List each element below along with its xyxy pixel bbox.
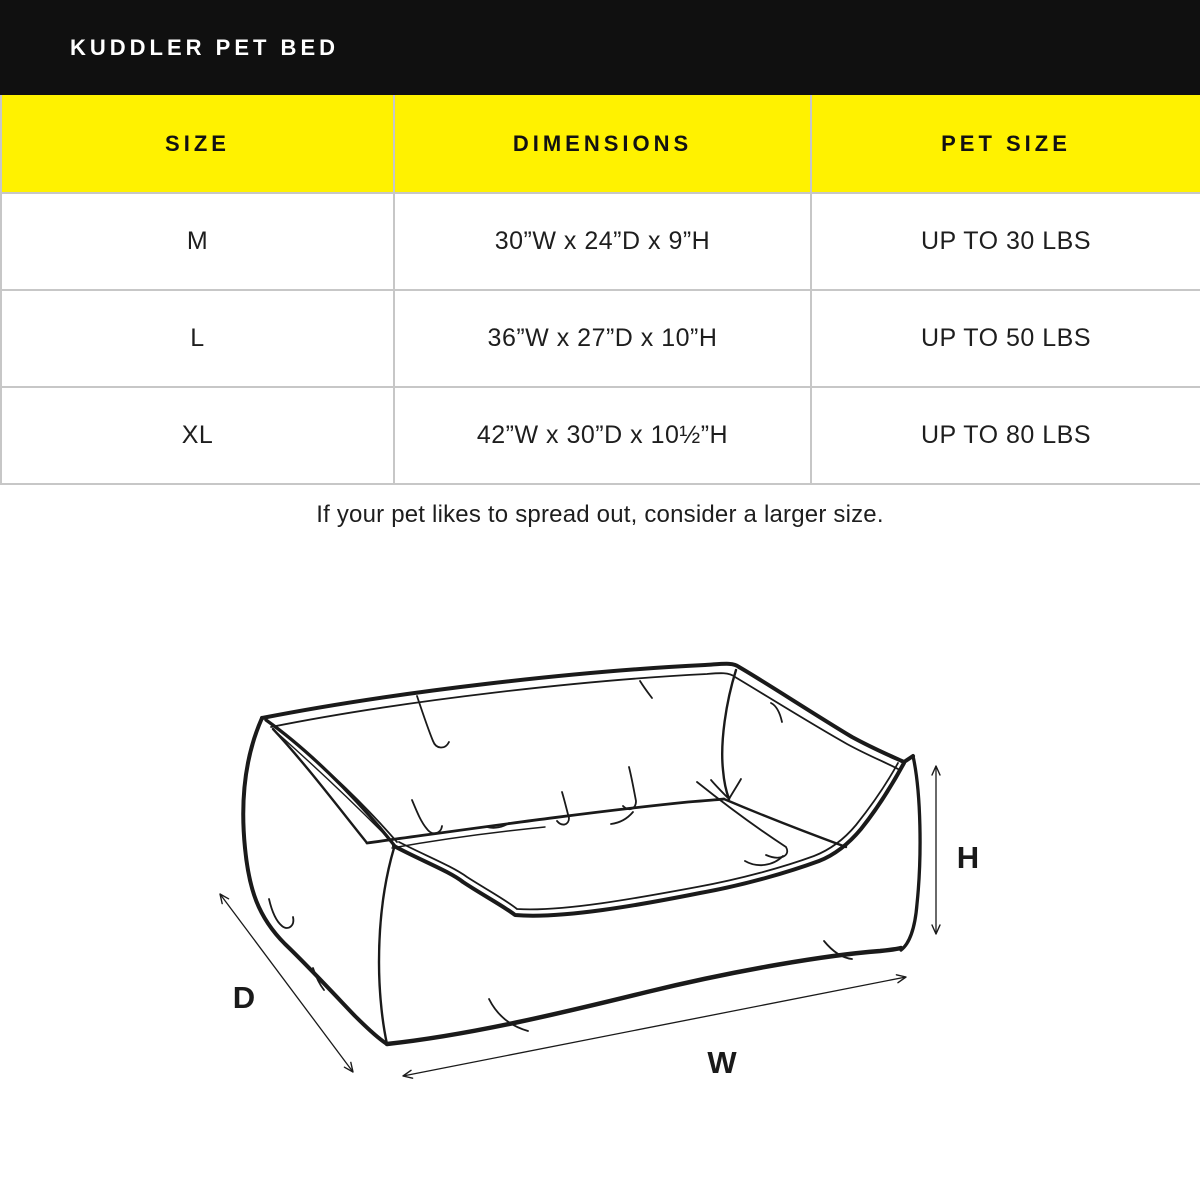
dimensions-cell: 36”W x 27”D x 10”H [394,290,811,387]
cushion-right-edge [724,799,846,847]
crease-cushion-mid [623,767,636,809]
back-corner-seam [722,670,736,799]
rim-back-top-edge [262,664,739,718]
size-cell: L [1,290,394,387]
crease-left-corner [412,800,442,833]
crease-cushion-left [557,792,569,825]
crease-right-wall [771,703,782,722]
crease-marks [269,681,852,1031]
rim-right-edge [739,667,913,762]
rim-left-piping-2 [275,731,396,846]
seam-foot-right [729,779,741,799]
right-side-edge [901,756,920,950]
column-header-pet-size: PET SIZE [811,95,1200,193]
table-row [1,290,1200,387]
cushion-back-edge [367,799,724,843]
column-header-dimensions: DIMENSIONS [394,95,811,193]
crease-back-wall-left [417,696,449,748]
product-title: KUDDLER PET BED [70,34,340,60]
table-row [1,193,1200,290]
pet-size-cell: UP TO 80 LBS [811,387,1200,484]
height-label: H [956,840,980,875]
sizing-note: If your pet likes to spread out, consider a larger size. [316,501,884,528]
dimensions-cell: 42”W x 30”D x 10½”H [394,387,811,484]
width-label: W [707,1045,737,1080]
size-cell: XL [1,387,394,484]
front-left-seam [379,848,394,1044]
crease-back-wall-peak [640,681,652,698]
dimensions-cell: 30”W x 24”D x 9”H [394,193,811,290]
depth-label: D [232,980,256,1015]
header-row [1,95,1200,193]
inner-left-wall-edge [273,729,367,843]
pet-size-cell: UP TO 50 LBS [811,290,1200,387]
table-row [1,387,1200,484]
cushion-lines [273,670,846,1044]
bottom-front-edge [387,948,901,1044]
column-header-size: SIZE [1,95,394,193]
crease-left-face-hook [269,899,293,928]
title-bar [0,0,1200,95]
pet-bed-sketch [0,600,1200,1200]
rim-right-piping [735,677,898,769]
size-cell: M [1,193,394,290]
size-chart-table [0,95,1200,485]
crease-cushion-mid-tick [611,812,633,824]
rim-left-edge [266,720,394,845]
pet-size-cell: UP TO 30 LBS [811,193,1200,290]
